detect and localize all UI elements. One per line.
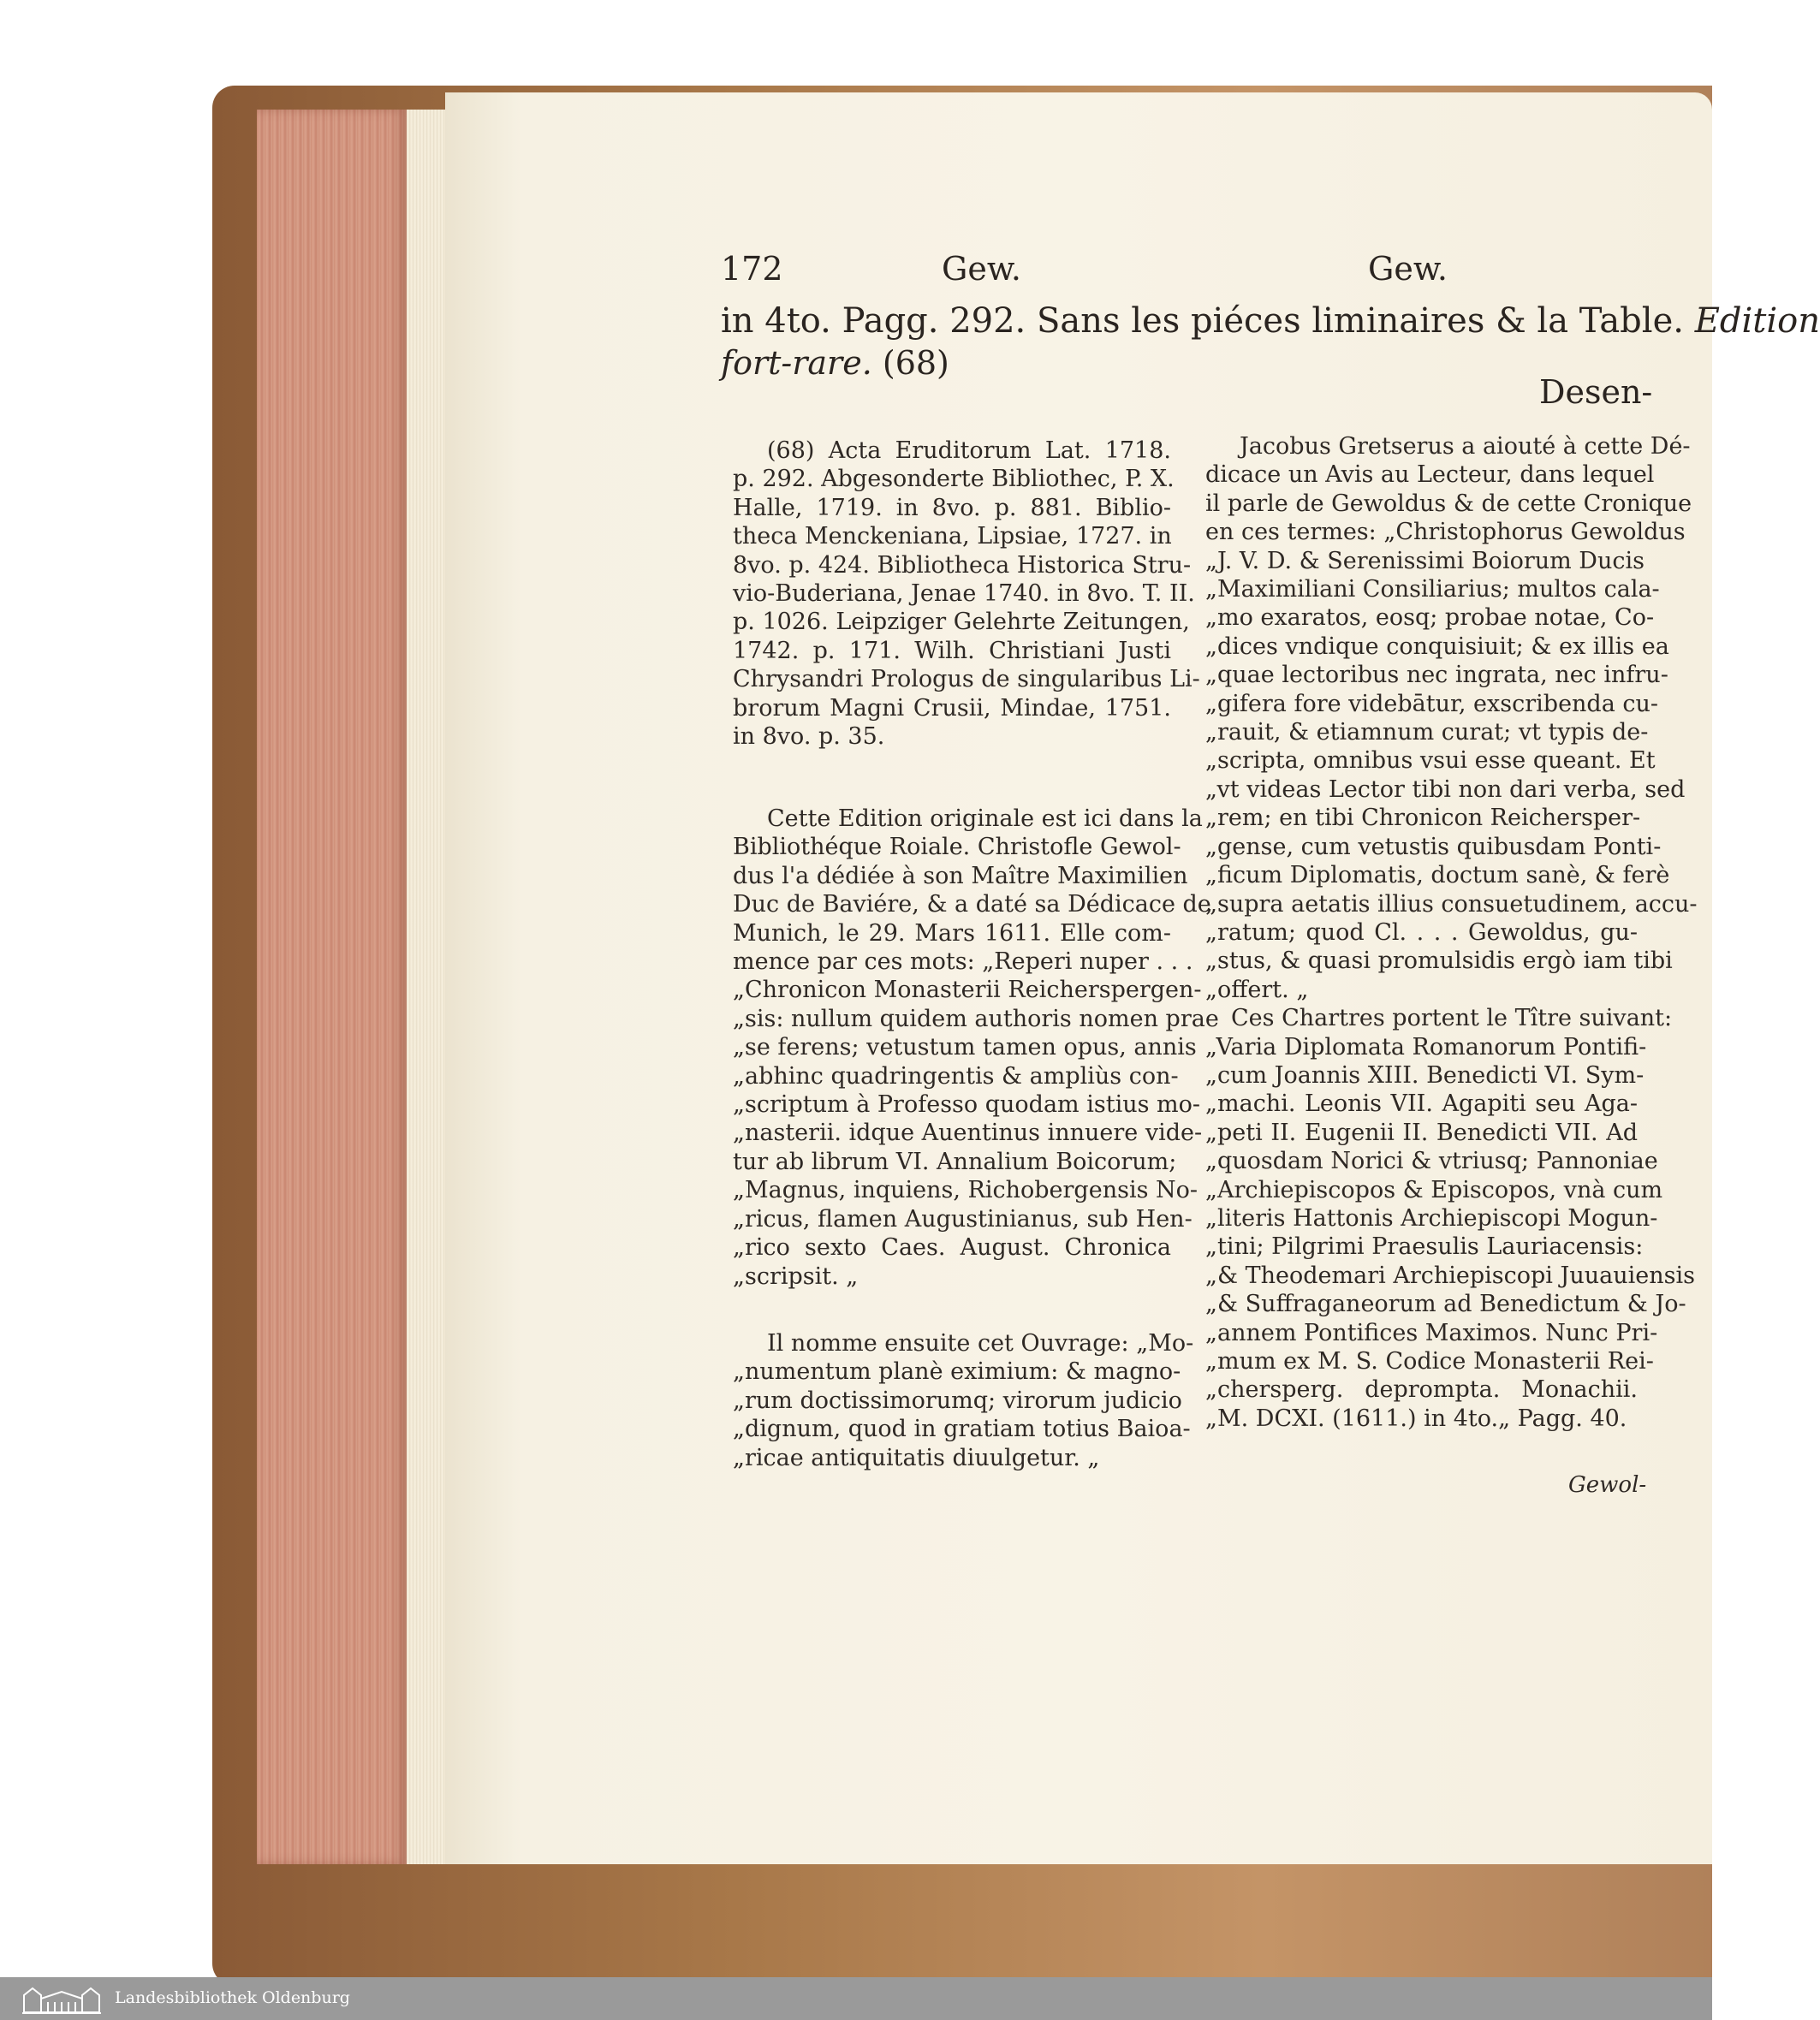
text-line: „M. DCXI. (1611.) in 4to.„ Pagg. 40. (1205, 1405, 1627, 1432)
text-line: „se ferens; vetustum tamen opus, annis (733, 1034, 1197, 1061)
text-line: p. 292. Abgesonderte Bibliothec, P. X. (733, 466, 1175, 493)
text-line: il parle de Gewoldus & de cette Cronique (1205, 490, 1692, 517)
text-line: mence par ces mots: „Reperi nuper . . . (733, 948, 1193, 976)
text-line: (68) Acta Eruditorum Lat. 1718. (767, 437, 1171, 464)
running-header (721, 250, 1466, 293)
text-line: vio-Buderiana, Jenae 1740. in 8vo. T. II. (733, 580, 1195, 608)
text-line: „offert. „ (1205, 976, 1309, 1003)
text-line: „gifera fore videbātur, exscribenda cu- (1205, 690, 1659, 717)
text-line: „supra aetatis illius consuetudinem, accu- (1205, 890, 1698, 918)
text-line: „tini; Pilgrimi Praesulis Lauriacensis: (1205, 1233, 1644, 1261)
text-line: „literis Hattonis Archiepiscopi Mogun- (1205, 1204, 1658, 1232)
text-line: „rem; en tibi Chronicon Reichersper- (1205, 805, 1641, 832)
text-line: „Magnus, inquiens, Richobergensis No- (733, 1177, 1198, 1204)
text-line: Jacobus Gretserus a aiouté à cette Dé- (1240, 433, 1691, 460)
text-line: „dices vndique conquisiuit; & ex illis ea (1205, 633, 1669, 660)
text-line: Duc de Baviére, & a daté sa Dédicace de (733, 891, 1211, 918)
footnote-reference: (68) (882, 344, 949, 382)
page-number: 172 (721, 250, 783, 288)
title-rarity: fort-rare. (721, 344, 872, 382)
title-italic: Edition (1694, 301, 1820, 341)
nomme-paragraph (733, 1329, 1194, 1472)
text-line: „sis: nullum quidem authoris nomen prae (733, 1005, 1219, 1032)
text-line: „peti II. Eugenii II. Benedicti VII. Ad (1205, 1119, 1638, 1146)
text-line: „dignum, quod in gratiam totius Baioa- (733, 1416, 1191, 1443)
text-line: „gense, cum vetustis quibusdam Ponti- (1205, 833, 1662, 860)
text-line: „scriptum à Professo quodam istius mo- (733, 1091, 1201, 1119)
text-line: theca Menckeniana, Lipsiae, 1727. in (733, 523, 1172, 550)
text-line: „machi. Leonis VII. Agapiti seu Aga- (1205, 1090, 1638, 1118)
text-line: „nasterii. idque Auentinus innuere vide- (733, 1120, 1203, 1147)
library-building-icon (21, 1983, 103, 2014)
text-line: dicace un Avis au Lecteur, dans lequel (1205, 461, 1655, 489)
page-block-edge (257, 110, 407, 1864)
text-line: „ratum; quod Cl. . . . Gewoldus, gu- (1205, 918, 1638, 946)
text-line: en ces termes: „Christophorus Gewoldus (1205, 519, 1686, 546)
text-line: „ricus, flamen Augustinianus, sub Hen- (733, 1205, 1193, 1233)
text-line: „ricae antiquitatis diuulgetur. „ (733, 1444, 1100, 1471)
text-line: „& Theodemari Archiepiscopi Juuauiensis (1205, 1262, 1695, 1289)
library-name: Landesbibliothek Oldenburg (115, 1988, 350, 2007)
catchword-top: Desen- (1539, 373, 1653, 411)
right-column-text (1205, 432, 1698, 1433)
text-line: Bibliothéque Roiale. Christofle Gewol- (733, 834, 1181, 861)
footer-bar (0, 1977, 1712, 2020)
text-line: „& Suffraganeorum ad Benedictum & Jo- (1205, 1291, 1686, 1318)
text-line: „scripta, omnibus vsui esse queant. Et (1205, 747, 1656, 775)
text-line: Chrysandri Prologus de singularibus Li- (733, 666, 1200, 693)
footnote-block (733, 437, 1200, 751)
text-line: „Maximiliani Consiliarius; multos cala- (1205, 576, 1660, 603)
running-head-right: Gew. (1368, 250, 1448, 288)
text-line: „stus, & quasi promulsidis ergò iam tibi (1205, 948, 1673, 975)
text-line: „rico sexto Caes. August. Chronica (733, 1234, 1171, 1262)
text-line: „Chronicon Monasterii Reicherspergen- (733, 977, 1202, 1004)
text-line: „mo exaratos, eosq; probae notae, Co- (1205, 604, 1655, 632)
text-line: „numentum planè eximium: & magno- (733, 1358, 1181, 1386)
text-line: p. 1026. Leipziger Gelehrte Zeitungen, (733, 609, 1190, 636)
text-line: 8vo. p. 424. Bibliotheca Historica Stru- (733, 551, 1192, 579)
text-line: „Varia Diplomata Romanorum Pontifi- (1205, 1033, 1647, 1060)
text-line: in 8vo. p. 35. (733, 723, 885, 751)
text-line: „mum ex M. S. Codice Monasterii Rei- (1205, 1348, 1654, 1375)
text-line: dus l'a dédiée à son Maître Maximilien (733, 862, 1188, 889)
catchword-bottom: Gewol- (1568, 1472, 1647, 1498)
text-line: „cum Joannis XIII. Benedicti VI. Sym- (1205, 1061, 1645, 1089)
text-line: 1742. p. 171. Wilh. Christiani Justi (733, 637, 1171, 664)
text-line: Munich, le 29. Mars 1611. Elle com- (733, 919, 1171, 947)
text-line: Ces Chartres portent le Tître suivant: (1231, 1005, 1673, 1032)
text-line: Halle, 1719. in 8vo. p. 881. Biblio- (733, 494, 1171, 521)
text-line: „quosdam Norici & vtriusq; Pannoniae (1205, 1148, 1658, 1175)
text-line: tur ab librum VI. Annalium Boicorum; (733, 1148, 1177, 1175)
title-line-2 (721, 344, 949, 382)
running-head-left: Gew. (942, 250, 1021, 288)
text-line: „chersperg. deprompta. Monachii. (1205, 1376, 1638, 1404)
edition-paragraph (733, 805, 1219, 1291)
text-line: „rauit, & etiamnum curat; vt typis de- (1205, 719, 1649, 746)
page-edge-highlight (407, 110, 445, 1864)
title-line-1 (721, 301, 1820, 341)
text-line: „ficum Diplomatis, doctum sanè, & ferè (1205, 862, 1670, 889)
text-line: brorum Magni Crusii, Mindae, 1751. (733, 694, 1171, 722)
text-line: „Archiepiscopos & Episcopos, vnà cum (1205, 1176, 1663, 1203)
text-line: Il nomme ensuite cet Ouvrage: „Mo- (767, 1330, 1194, 1357)
text-line: „rum doctissimorumq; virorum judicio (733, 1387, 1182, 1414)
text-line: „scripsit. „ (733, 1262, 859, 1290)
text-line: „abhinc quadringentis & ampliùs con- (733, 1062, 1179, 1090)
text-line: „vt videas Lector tibi non dari verba, sed (1205, 775, 1686, 803)
title-text: in 4to. Pagg. 292. Sans les piéces liminaires & la Table. (721, 301, 1684, 341)
text-line: „quae lectoribus nec ingrata, nec infru- (1205, 662, 1668, 689)
text-line: „annem Pontifices Maximos. Nunc Pri- (1205, 1319, 1658, 1346)
text-line: „J. V. D. & Serenissimi Boiorum Ducis (1205, 547, 1645, 574)
text-line: Cette Edition originale est ici dans la (767, 805, 1203, 832)
